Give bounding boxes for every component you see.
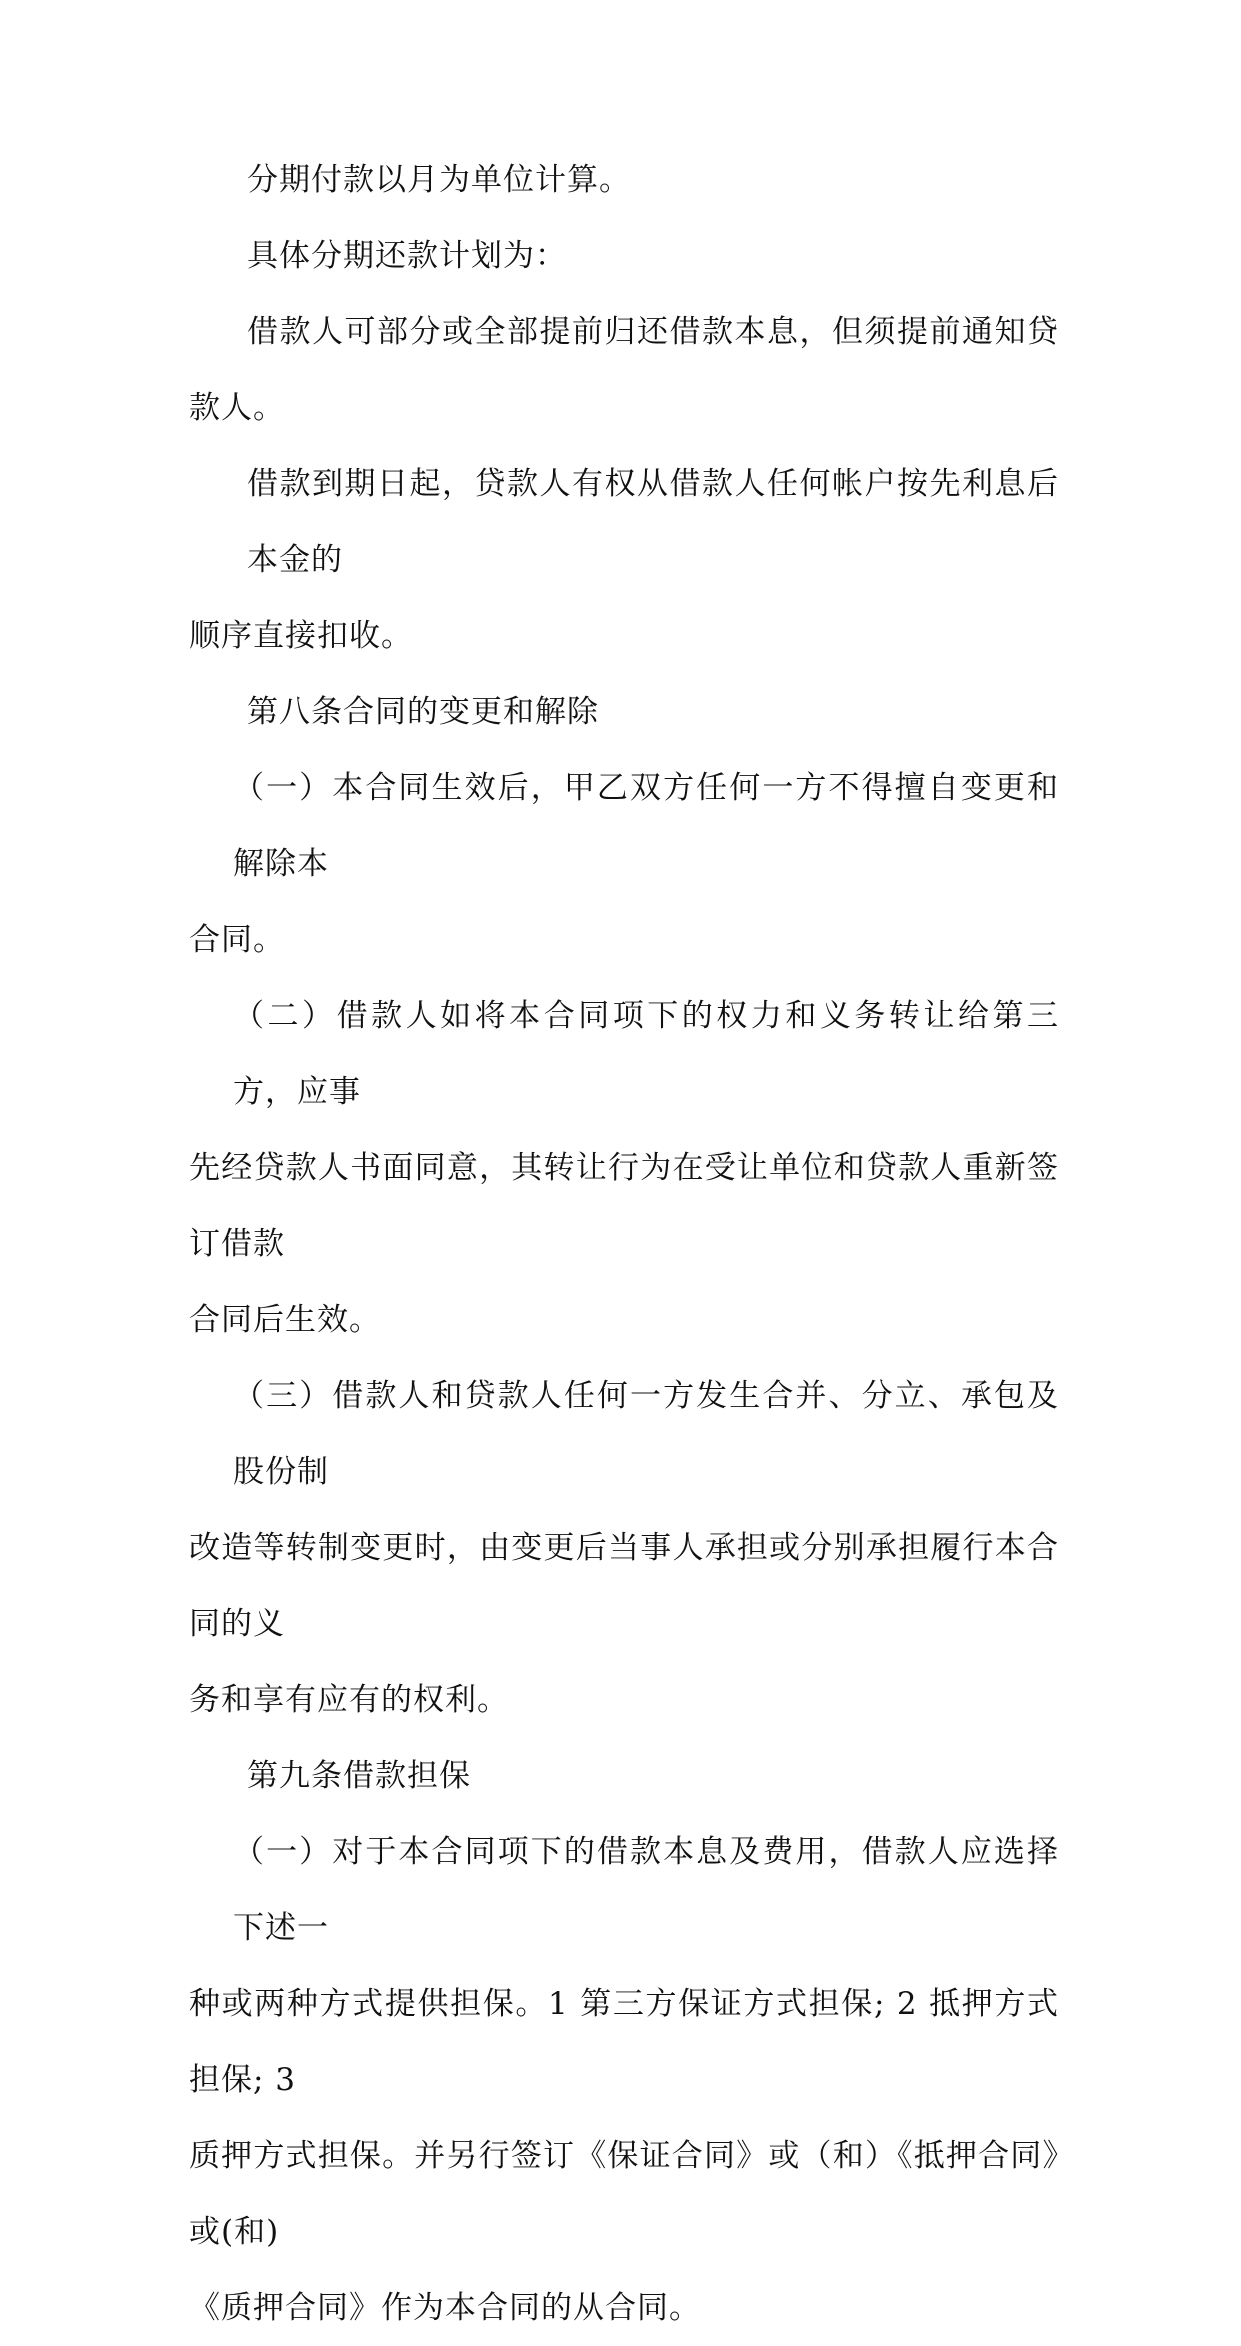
article-9-clause-1 bbox=[189, 1814, 1059, 2346]
article-8-clause-2 bbox=[189, 978, 1059, 1358]
text-line: 种或两种方式提供担保。1 第三方保证方式担保; 2 抵押方式担保; 3 bbox=[189, 1986, 1059, 2098]
article-8-clause-3 bbox=[189, 1358, 1059, 1738]
paragraph-installment-plan bbox=[189, 218, 1059, 294]
text-line: 分期付款以月为单位计算。 bbox=[247, 162, 631, 198]
paragraph-installment-unit bbox=[189, 142, 1059, 218]
text-line: （二）借款人如将本合同项下的权力和义务转让给第三方，应事 bbox=[233, 998, 1059, 1110]
text-line: 借款到期日起，贷款人有权从借款人任何帐户按先利息后本金的 bbox=[247, 466, 1059, 578]
text-line: （一）本合同生效后，甲乙双方任何一方不得擅自变更和解除本 bbox=[233, 770, 1059, 882]
document-body bbox=[189, 142, 1059, 2346]
text-line: 《质押合同》作为本合同的从合同。 bbox=[189, 2290, 701, 2326]
text-line: 顺序直接扣收。 bbox=[189, 618, 413, 654]
paragraph-early-repayment bbox=[189, 294, 1059, 446]
article-8-clause-1 bbox=[189, 750, 1059, 978]
text-line: （三）借款人和贷款人任何一方发生合并、分立、承包及股份制 bbox=[233, 1378, 1059, 1490]
text-line: 第九条借款担保 bbox=[247, 1758, 471, 1794]
text-line: 借款人可部分或全部提前归还借款本息，但须提前通知贷款人。 bbox=[189, 314, 1059, 426]
article-9-heading bbox=[189, 1738, 1059, 1814]
text-line: （一）对于本合同项下的借款本息及费用，借款人应选择下述一 bbox=[233, 1834, 1059, 1946]
text-line: 先经贷款人书面同意，其转让行为在受让单位和贷款人重新签订借款 bbox=[189, 1150, 1059, 1262]
article-8-heading bbox=[189, 674, 1059, 750]
text-line: 质押方式担保。并另行签订《保证合同》或（和）《抵押合同》或(和) bbox=[189, 2138, 1059, 2250]
text-line: 具体分期还款计划为： bbox=[247, 238, 567, 274]
text-line: 合同后生效。 bbox=[189, 1302, 381, 1338]
text-line: 改造等转制变更时，由变更后当事人承担或分别承担履行本合同的义 bbox=[189, 1530, 1059, 1642]
text-line: 合同。 bbox=[189, 922, 285, 958]
text-line: 第八条合同的变更和解除 bbox=[247, 694, 599, 730]
text-line: 务和享有应有的权利。 bbox=[189, 1682, 509, 1718]
paragraph-maturity-deduction bbox=[189, 446, 1059, 674]
